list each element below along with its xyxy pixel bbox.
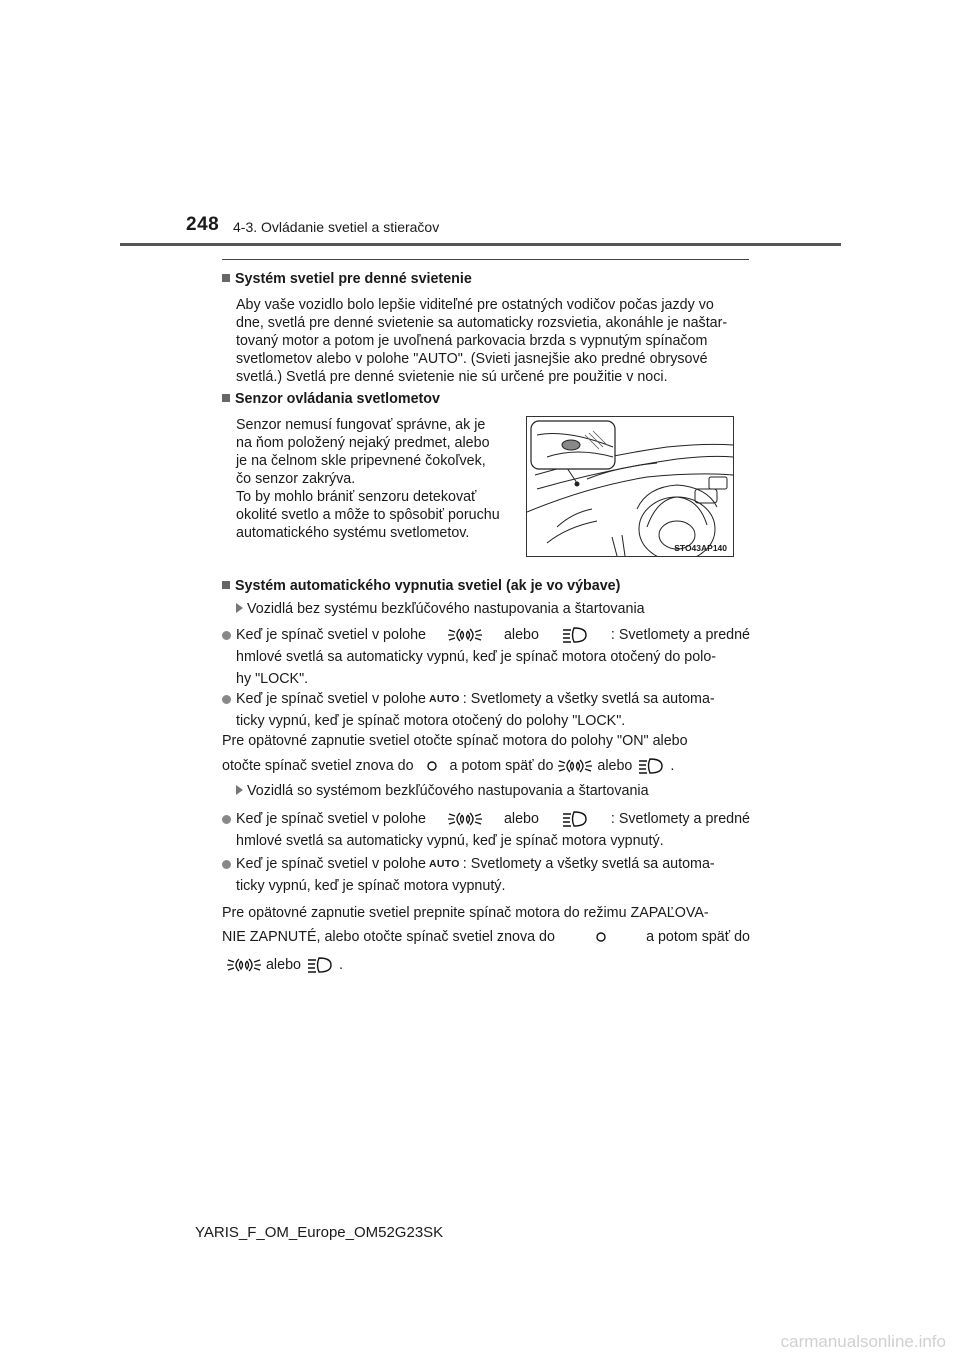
with-smart-bullet-2: Keď je spínač svetiel v polohe AUTO : Svetlomety a všetky svetlá sa automa- ticky vypnú, keď je spínač motora vypnutý. [222, 853, 750, 897]
sensor-heading: Senzor ovládania svetlometov [222, 390, 750, 408]
parking-light-icon [447, 809, 483, 829]
headlight-icon [305, 955, 335, 975]
bullet-text: hmlové svetlá sa automaticky vypnú, keď je spínač motora vypnutý. [236, 833, 664, 849]
without-smart-reactivate-2: otočte spínač svetiel znova do a potom späť do alebo . [222, 755, 750, 777]
without-smart-title: Vozidlá bez systému bezkľúčového nastupovania a štartovania [236, 598, 750, 620]
section-title: 4-3. Ovládanie svetiel a stieračov [233, 219, 440, 235]
square-bullet-icon [222, 394, 230, 402]
drl-line: svetlá.) Svetlá pre denné svietenie nie sú určené pre použitie v noci. [236, 369, 668, 385]
sensor-line: automatického systému svetlometov. [236, 525, 470, 541]
sensor-line: Senzor nemusí fungovať správne, ak je [236, 417, 486, 433]
sensor-line: To by mohlo brániť senzoru detekovať [236, 489, 477, 505]
sensor-paragraph [236, 416, 508, 542]
sensor-line: okolité svetlo a môže to spôsobiť poruchu [236, 507, 500, 523]
bullet-text: hmlové svetlá sa automaticky vypnú, keď je spínač motora otočený do polo- [236, 649, 717, 665]
round-bullet-icon [222, 860, 231, 869]
auto-mode-icon: AUTO [429, 693, 460, 705]
parking-light-icon [557, 756, 593, 776]
bullet-text: ticky vypnú, keď je spínač motora otočený do polohy "LOCK". [236, 713, 626, 729]
drl-paragraph [236, 296, 750, 386]
off-position-icon [418, 756, 446, 776]
header-rule [120, 243, 841, 246]
reactivate-line: Pre opätovné zapnutie svetiel otočte spínač motora do polohy "ON" alebo [222, 733, 688, 749]
page-number: 248 [186, 214, 220, 235]
parking-light-icon [226, 955, 262, 975]
without-smart-bullet-2: Keď je spínač svetiel v polohe AUTO : Svetlomety a všetky svetlá sa automa- ticky vypnú, keď je spínač motora otočený do polohy "LOCK". [222, 688, 750, 732]
document-footer: YARIS_F_OM_Europe_OM52G23SK [195, 1224, 444, 1241]
drl-line: dne, svetlá pre denné svietenie sa automaticky rozsvietia, akonáhle je naštar- [236, 315, 728, 331]
auto-off-heading: Systém automatického vypnutia svetiel (ak je vo výbave) [222, 577, 750, 595]
with-smart-reactivate-3: alebo . [226, 954, 754, 976]
drl-heading: Systém svetiel pre denné svietenie [222, 270, 750, 288]
square-bullet-icon [222, 274, 230, 282]
section-divider [222, 259, 749, 260]
triangle-bullet-icon [236, 603, 243, 613]
dashboard-sensor-illustration [527, 417, 733, 556]
sensor-line: čo senzor zakrýva. [236, 471, 356, 487]
watermark: carmanualsonline.info [780, 1332, 946, 1351]
parking-light-icon [447, 625, 483, 645]
round-bullet-icon [222, 695, 231, 704]
sensor-location-illustration [526, 416, 734, 557]
sensor-line: je na čelnom skle pripevnené čokoľvek, [236, 453, 486, 469]
headlight-icon [560, 809, 590, 829]
without-smart-reactivate [222, 730, 750, 752]
with-smart-title: Vozidlá so systémom bezkľúčového nastupovania a štartovania [236, 780, 750, 802]
drl-line: tovaný motor a potom je uvoľnená parkovacia brzda s vypnutým spínačom [236, 333, 708, 349]
sensor-line: na ňom položený nejaký predmet, alebo [236, 435, 490, 451]
with-smart-reactivate [222, 902, 750, 924]
off-position-icon [587, 927, 615, 947]
with-smart-reactivate-2: NIE ZAPNUTÉ, alebo otočte spínač svetiel znova do a potom späť do [222, 929, 750, 945]
square-bullet-icon [222, 581, 230, 589]
bullet-text: hy "LOCK". [236, 671, 309, 687]
figure-code: STO43AP140 [674, 543, 727, 553]
headlight-icon [636, 756, 666, 776]
without-smart-bullet-1: Keď je spínač svetiel v polohe alebo : Svetlomety a predné hmlové svetlá sa automaticky vypnú, keď je spínač motora otočený do polo- hy "LOCK". [222, 624, 750, 690]
drl-line: Aby vaše vozidlo bolo lepšie viditeľné pre ostatných vodičov počas jazdy vo [236, 297, 714, 313]
bullet-text: ticky vypnú, keď je spínač motora vypnutý. [236, 878, 506, 894]
round-bullet-icon [222, 815, 231, 824]
reactivate-line: Pre opätovné zapnutie svetiel prepnite spínač motora do režimu ZAPAĽOVA- [222, 905, 709, 921]
headlight-icon [560, 625, 590, 645]
with-smart-bullet-1: Keď je spínač svetiel v polohe alebo : Svetlomety a predné hmlové svetlá sa automaticky vypnú, keď je spínač motora vypnutý. [222, 808, 750, 852]
triangle-bullet-icon [236, 785, 243, 795]
drl-line: svetlometov alebo v polohe "AUTO". (Svieti jasnejšie ako predné obrysové [236, 351, 708, 367]
round-bullet-icon [222, 631, 231, 640]
auto-mode-icon: AUTO [429, 858, 460, 870]
